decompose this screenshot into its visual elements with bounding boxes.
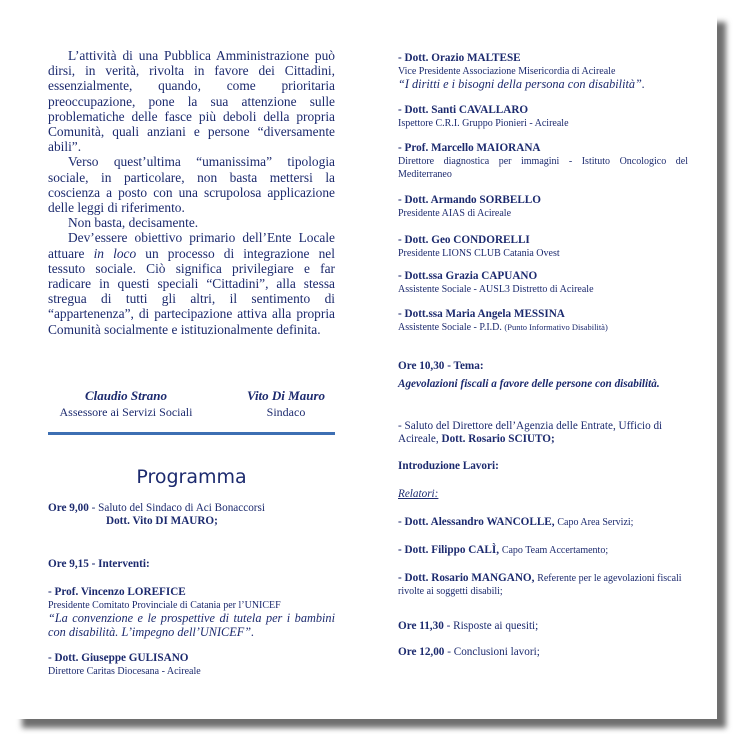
speaker-role-note: (Punto Informativo Disabilità) (504, 322, 608, 332)
speaker-name: - Dott. Alessandro WANCOLLE, (398, 516, 555, 528)
signature-role: Sindaco (266, 405, 306, 419)
item-900 (48, 502, 335, 528)
intro-paragraph-2: Verso quest’ultima “umanissima” tipologia sociale, in particolare, non basta mettersi la coscienza a posto con una scrupolosa applicazione delle leggi di riferimento. (48, 154, 335, 216)
signature-role: Assessore ai Servizi Sociali (59, 405, 193, 419)
signature-sindaco (234, 388, 338, 420)
intro-paragraph-4b: un processo di integrazione nel tessuto sociale. Ciò significa privilegiare e far radicare in questi speciali “Cittadini”, alla stessa stregua di tutti gli altri, il sentimento di “appartenenza”, di partecipazione attiva alla propria Comunità socialmente e istituzionalmente definita. (48, 245, 335, 337)
intro-paragraph-3: Non basta, decisamente. (68, 215, 199, 231)
divider (48, 432, 335, 435)
speaker-condorelli (398, 234, 688, 260)
brochure-page (14, 14, 717, 719)
signature-name: Vito Di Mauro (246, 388, 326, 403)
signature-name: Claudio Strano (84, 388, 167, 403)
speaker-sorbello (398, 194, 688, 220)
intro-paragraph-4a: Dev’essere obiettivo primario dell’Ente Locale attuare (48, 230, 335, 261)
intro-in-loco: in loco (93, 245, 137, 261)
item-text: - Risposte ai quesiti; (446, 620, 539, 632)
speaker-role: Referente per le agevolazioni fiscali rivolte ai soggetti disabili; (398, 573, 682, 597)
speaker-capuano (398, 270, 688, 296)
time-label: Ore 9,00 (48, 502, 89, 514)
item-text: - Conclusioni lavori; (447, 646, 540, 658)
speaker-name: - Dott. Armando SORBELLO (398, 194, 541, 206)
speaker-gulisano (48, 652, 335, 678)
sciuto-name: Dott. Rosario SCIUTO; (441, 433, 555, 445)
speaker-maiorana (398, 142, 688, 181)
speaker-name: - Dott. Filippo CALÌ, (398, 544, 500, 556)
speaker-name: - Dott. Giuseppe GULISANO (48, 652, 189, 664)
speaker-role: Ispettore C.R.I. Gruppo Pionieri - Acireale (398, 118, 569, 129)
speaker-role: Capo Area Servizi; (557, 517, 634, 528)
intro-paragraph-4 (48, 230, 335, 336)
time-label: Ore 12,00 (398, 646, 445, 658)
speaker-cavallaro (398, 104, 688, 130)
speaker-wancolle (398, 516, 688, 529)
theme-text: Agevolazioni fiscali a favore delle persone con disabilità. (398, 378, 660, 390)
greeting-text: - Saluto del Direttore dell’Agenzia delle Entrate, Ufficio di Acireale, (398, 420, 663, 445)
speaker-role: Presidente AIAS di Acireale (398, 208, 512, 219)
speaker-name: - Dott.ssa Maria Angela MESSINA (398, 308, 565, 320)
item-1200 (398, 646, 688, 659)
item-text: - Saluto del Sindaco di Aci Bonaccorsi (91, 502, 265, 514)
speaker-role: Vice Presidente Associazione Misericordia di Acireale (398, 66, 616, 77)
speaker-cali (398, 544, 688, 557)
mayor-name: Dott. Vito DI MAURO; (106, 515, 218, 527)
speaker-mangano (398, 572, 688, 598)
speaker-role: Assistente Sociale - P.I.D. (398, 322, 502, 333)
speaker-role: Presidente LIONS CLUB Catania Ovest (398, 248, 560, 259)
speaker-lorefice (48, 586, 335, 639)
speakers-label: Relatori: (398, 488, 439, 500)
time-label: Ore 10,30 - Tema: (398, 360, 484, 372)
agency-greeting (398, 420, 688, 446)
speaker-talk: “La convenzione e le prospettive di tutela per i bambini con disabilità. L’impegno dell’UNICEF”. (48, 611, 335, 639)
intro-works: Introduzione Lavori: (398, 460, 499, 472)
speaker-name: - Dott. Geo CONDORELLI (398, 234, 530, 246)
speaker-name: - Prof. Marcello MAIORANA (398, 142, 541, 154)
item-1130 (398, 620, 688, 633)
time-label-915: Ore 9,15 - Interventi: (48, 558, 150, 570)
speaker-maltese (398, 52, 688, 92)
speaker-name: - Dott. Santi CAVALLARO (398, 104, 529, 116)
speaker-talk: “I diritti e i bisogni della persona con disabilità”. (398, 77, 645, 91)
programme-title: Programma (136, 466, 247, 488)
speaker-role: Direttore diagnostica per immagini - Istituto Oncologico del Mediterraneo (398, 156, 688, 180)
speaker-role: Assistente Sociale - AUSL3 Distretto di Acireale (398, 284, 594, 295)
speaker-messina (398, 308, 688, 334)
signature-assessore (52, 388, 200, 420)
time-label: Ore 11,30 (398, 620, 444, 632)
speaker-role: Capo Team Accertamento; (501, 545, 609, 556)
speaker-role: Direttore Caritas Diocesana - Acireale (48, 666, 201, 677)
speaker-name: - Dott. Orazio MALTESE (398, 52, 521, 64)
intro-text (48, 48, 335, 337)
speaker-name: - Dott.ssa Grazia CAPUANO (398, 270, 538, 282)
intro-paragraph-1: L’attività di una Pubblica Amministrazione può dirsi, in verità, rivolta in favore dei Cittadini, essenzialmente, quando, come prioritaria preoccupazione, pone la sua attenzione sulle problematiche delle fasce più deboli della propria Comunità, quali anziani e persone “diversamente abili”. (48, 48, 335, 155)
item-1030 (398, 360, 688, 391)
speaker-name: - Dott. Rosario MANGANO, (398, 572, 535, 584)
speaker-role: Presidente Comitato Provinciale di Catania per l’UNICEF (48, 600, 281, 611)
speaker-name: - Prof. Vincenzo LOREFICE (48, 586, 186, 598)
